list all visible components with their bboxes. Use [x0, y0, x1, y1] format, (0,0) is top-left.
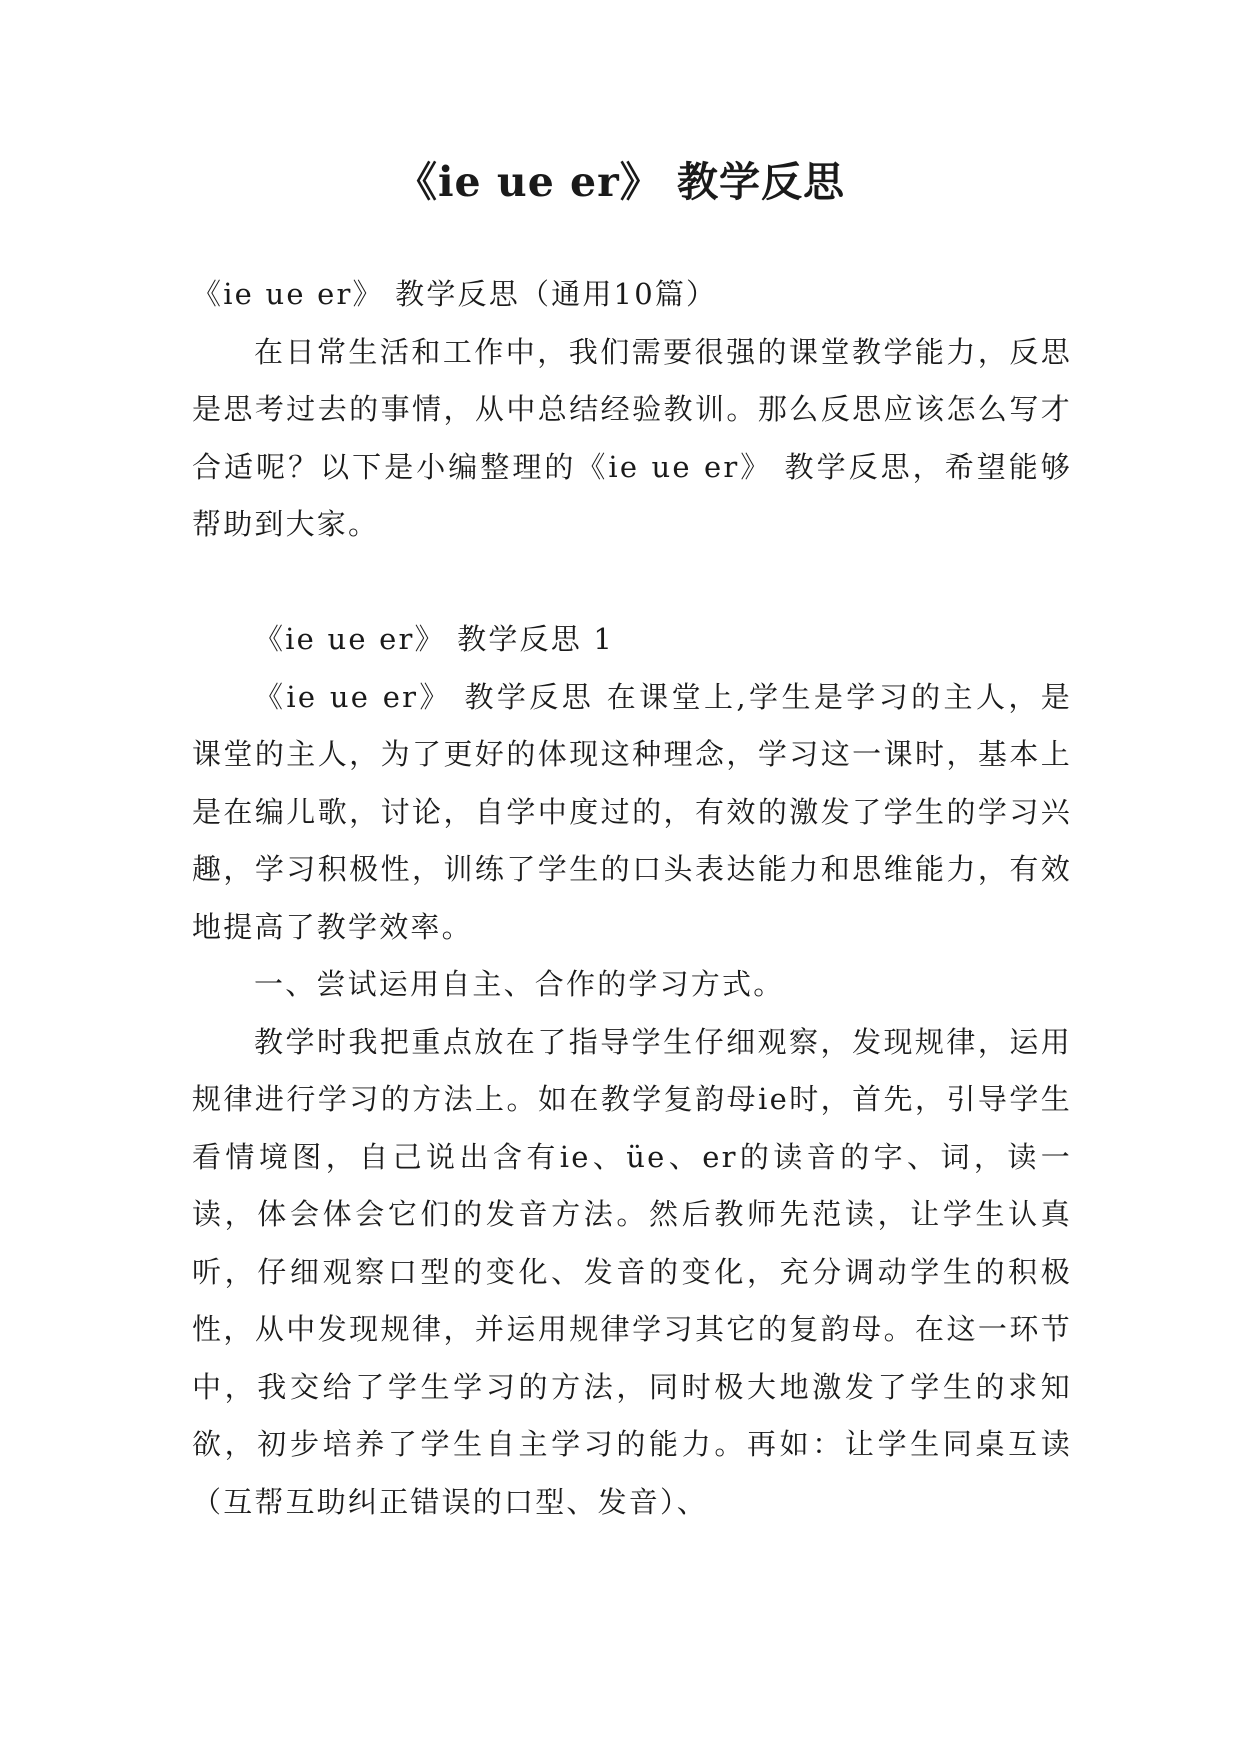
document-title: 《ie ue er》 教学反思	[395, 158, 846, 206]
body-paragraph: 《ie ue er》 教学反思 在课堂上,学生是学习的主人，是课堂的主人，为了更好的体现这种理念，学习这一课时，基本上是在编儿歌，讨论，自学中度过的，有效的激发了学生的学习兴趣，学习积极性，训练了学生的口头表达能力和思维能力，有效地提高了教学效率。	[192, 679, 1072, 944]
point-heading: 一、尝试运用自主、合作的学习方式。	[254, 967, 785, 1001]
section-heading: 《ie ue er》 教学反思 1	[254, 622, 615, 656]
document-body	[192, 266, 1072, 1531]
intro-paragraph: 在日常生活和工作中，我们需要很强的课堂教学能力，反思是思考过去的事情，从中总结经验教训。那么反思应该怎么写才合适呢？以下是小编整理的《ie ue er》 教学反思，希望能够帮助到大家。	[192, 334, 1072, 541]
document-subtitle: 《ie ue er》 教学反思（通用10篇）	[192, 277, 718, 311]
paragraph-spacer	[192, 554, 1072, 612]
body-paragraph: 教学时我把重点放在了指导学生仔细观察，发现规律，运用规律进行学习的方法上。如在教学复韵母ie时，首先，引导学生看情境图，自己说出含有ie、üe、er的读音的字、词，读一读，体会体会它们的发音方法。然后教师先范读，让学生认真听，仔细观察口型的变化、发音的变化，充分调动学生的积极性，从中发现规律，并运用规律学习其它的复韵母。在这一环节中，我交给了学生学习的方法，同时极大地激发了学生的求知欲，初步培养了学生自主学习的能力。再如：让学生同桌互读（互帮互助纠正错误的口型、发音）、	[192, 1024, 1072, 1519]
